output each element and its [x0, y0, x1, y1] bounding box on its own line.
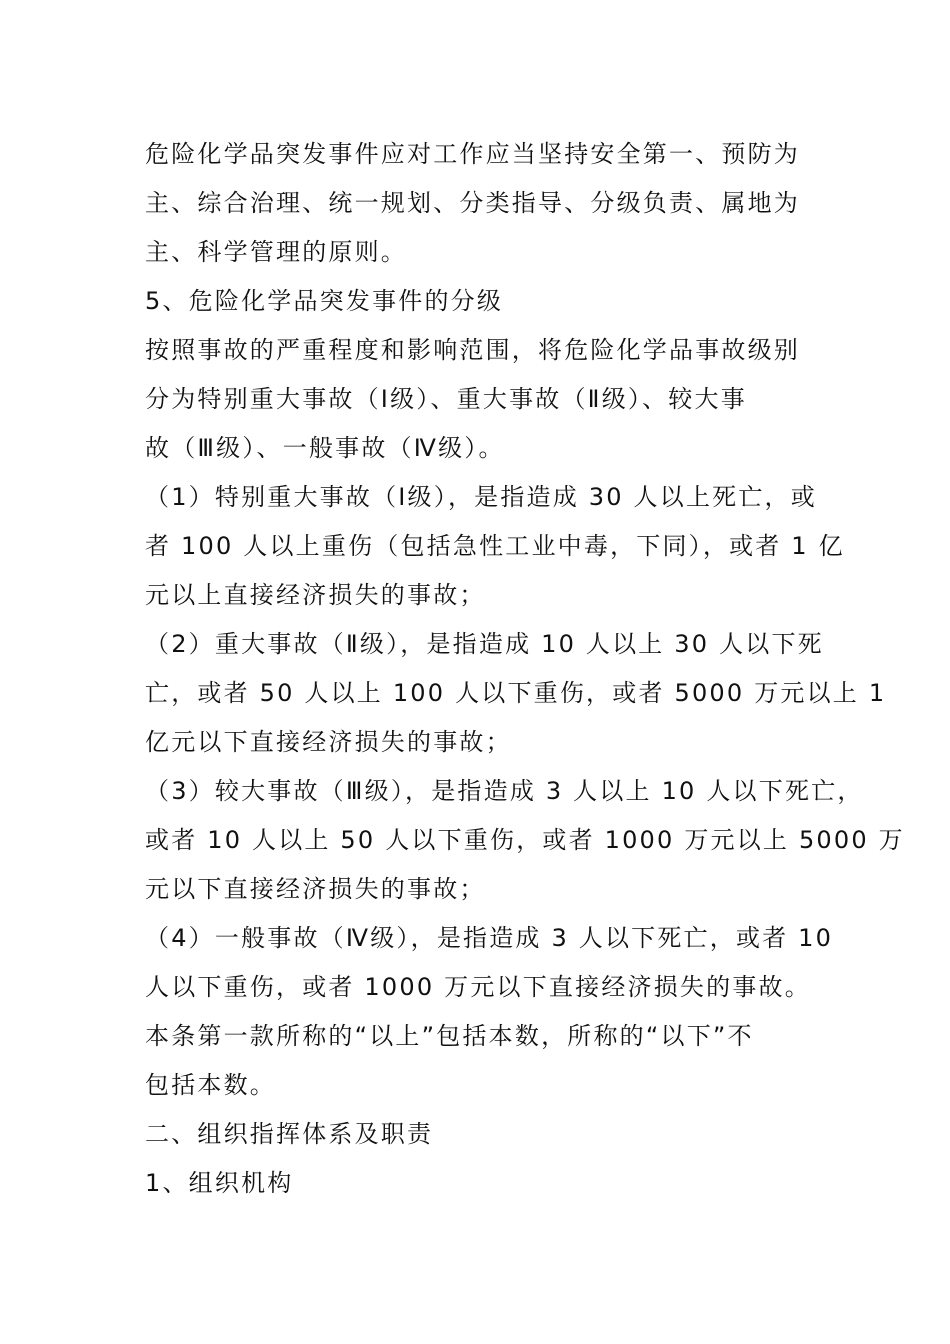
text-line: 亡，或者 50 人以上 100 人以下重伤，或者 5000 万元以上 1 — [145, 679, 887, 707]
text-line: 或者 10 人以上 50 人以下重伤，或者 1000 万元以上 5000 万 — [145, 826, 905, 854]
text-line: （1）特别重大事故（Ⅰ级），是指造成 30 人以上死亡，或 — [145, 483, 817, 511]
text-line: 主、综合治理、统一规划、分类指导、分级负责、属地为 — [145, 189, 800, 217]
text-line: 元以下直接经济损失的事故； — [145, 875, 486, 903]
text-line: 分为特别重大事故（Ⅰ级）、重大事故（Ⅱ级）、较大事 — [145, 385, 747, 413]
text-line: 危险化学品突发事件应对工作应当坚持安全第一、预防为 — [145, 140, 800, 168]
text-line: 故（Ⅲ级）、一般事故（Ⅳ级）。 — [145, 434, 505, 462]
text-line: 本条第一款所称的“以上”包括本数，所称的“以下”不 — [145, 1022, 754, 1050]
text-line: 主、科学管理的原则。 — [145, 238, 407, 266]
text-line: （4）一般事故（Ⅳ级），是指造成 3 人以下死亡，或者 10 — [145, 924, 834, 952]
text-line: 按照事故的严重程度和影响范围，将危险化学品事故级别 — [145, 336, 800, 364]
document-body — [145, 130, 905, 1208]
section-heading: 5、危险化学品突发事件的分级 — [145, 287, 504, 315]
text-line: 包括本数。 — [145, 1071, 276, 1099]
text-line: 人以下重伤，或者 1000 万元以下直接经济损失的事故。 — [145, 973, 811, 1001]
section-heading: 二、组织指挥体系及职责 — [145, 1120, 434, 1148]
text-line: 亿元以下直接经济损失的事故； — [145, 728, 512, 756]
text-line: 元以上直接经济损失的事故； — [145, 581, 486, 609]
text-line: （3）较大事故（Ⅲ级），是指造成 3 人以上 10 人以下死亡， — [145, 777, 864, 805]
text-line: 者 100 人以上重伤（包括急性工业中毒，下同），或者 1 亿 — [145, 532, 845, 560]
section-heading: 1、组织机构 — [145, 1169, 294, 1197]
text-line: （2）重大事故（Ⅱ级），是指造成 10 人以上 30 人以下死 — [145, 630, 824, 658]
